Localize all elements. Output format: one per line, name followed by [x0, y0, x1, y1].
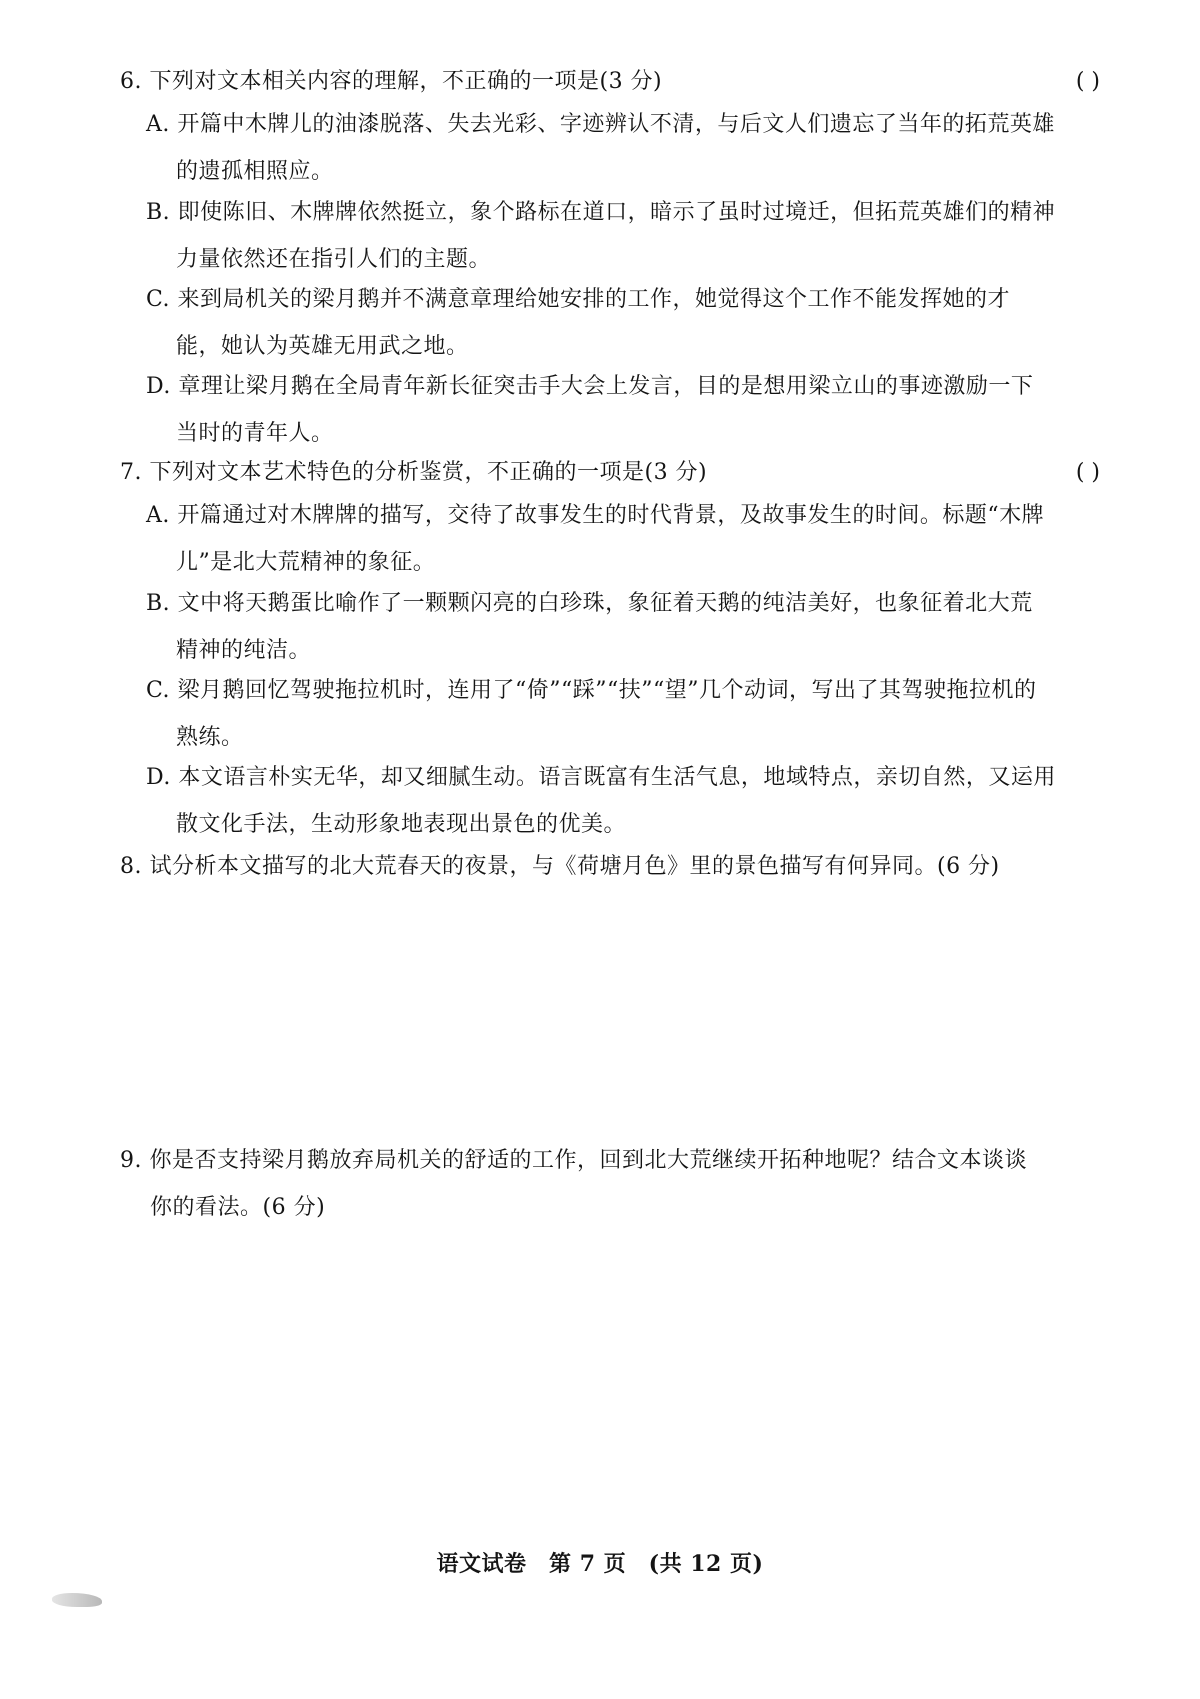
option-line: D. 章理让梁月鹅在全局青年新长征突击手大会上发言，目的是想用梁立山的事迹激励一下 [146, 374, 1034, 399]
question-9-stem [120, 1137, 1100, 1231]
option-line-continued: 散文化手法，生动形象地表现出景色的优美。 [176, 812, 627, 837]
option-line-continued: 精神的纯洁。 [176, 638, 312, 663]
option-line: C. 来到局机关的梁月鹅并不满意章理给她安排的工作，她觉得这个工作不能发挥她的才 [146, 287, 1011, 312]
question-7-option-d [146, 754, 1101, 848]
question-8-text: 8. 试分析本文描写的北大荒春天的夜景，与《荷塘月色》里的景色描写有何异同。(6 分) [120, 854, 1000, 879]
question-7-option-b [146, 580, 1101, 674]
option-line-continued: 儿”是北大荒精神的象征。 [176, 550, 436, 575]
option-line: B. 即使陈旧、木牌牌依然挺立，象个路标在道口，暗示了虽时过境迁，但拓荒英雄们的精神 [146, 200, 1056, 225]
option-line-continued: 力量依然还在指引人们的主题。 [176, 247, 492, 272]
question-9-line-2: 你的看法。(6 分) [150, 1195, 326, 1220]
option-line: A. 开篇中木牌儿的油漆脱落、失去光彩、字迹辨认不清，与后文人们遗忘了当年的拓荒英雄 [146, 112, 1055, 137]
question-6-option-b [146, 189, 1101, 283]
scan-smudge [52, 1593, 102, 1607]
answer-parentheses: ( ) [1075, 460, 1100, 485]
option-line-continued: 熟练。 [176, 725, 244, 750]
question-7-text: 7. 下列对文本艺术特色的分析鉴赏，不正确的一项是(3 分) [120, 460, 708, 485]
question-6-stem [120, 58, 1100, 105]
answer-parentheses: ( ) [1075, 69, 1100, 94]
question-6-option-a [146, 101, 1101, 195]
question-9-line-1: 9. 你是否支持梁月鹅放弃局机关的舒适的工作，回到北大荒继续开拓种地呢？结合文本谈谈 [120, 1148, 1027, 1173]
question-8-stem [120, 843, 1100, 890]
option-line: A. 开篇通过对木牌牌的描写，交待了故事发生的时代背景，及故事发生的时间。标题“木牌 [146, 503, 1045, 528]
question-6-option-c [146, 276, 1101, 370]
question-6-text: 6. 下列对文本相关内容的理解，不正确的一项是(3 分) [120, 69, 663, 94]
option-line-continued: 当时的青年人。 [176, 421, 334, 446]
question-7-option-c [146, 667, 1101, 761]
option-line: D. 本文语言朴实无华，却又细腻生动。语言既富有生活气息，地域特点，亲切自然，又运用 [146, 765, 1056, 790]
option-line-continued: 的遗孤相照应。 [176, 159, 334, 184]
question-6-option-d [146, 363, 1101, 457]
option-line-continued: 能，她认为英雄无用武之地。 [176, 334, 469, 359]
question-7-option-a [146, 492, 1101, 586]
option-line: B. 文中将天鹅蛋比喻作了一颗颗闪亮的白珍珠，象征着天鹅的纯洁美好，也象征着北大荒 [146, 591, 1033, 616]
option-line: C. 梁月鹅回忆驾驶拖拉机时，连用了“倚”“踩”“扶”“望”几个动词，写出了其驾驶拖拉机的 [146, 678, 1037, 703]
page-footer: 语文试卷 第 7 页 (共 12 页) [436, 1551, 764, 1577]
question-7-stem [120, 449, 1100, 496]
